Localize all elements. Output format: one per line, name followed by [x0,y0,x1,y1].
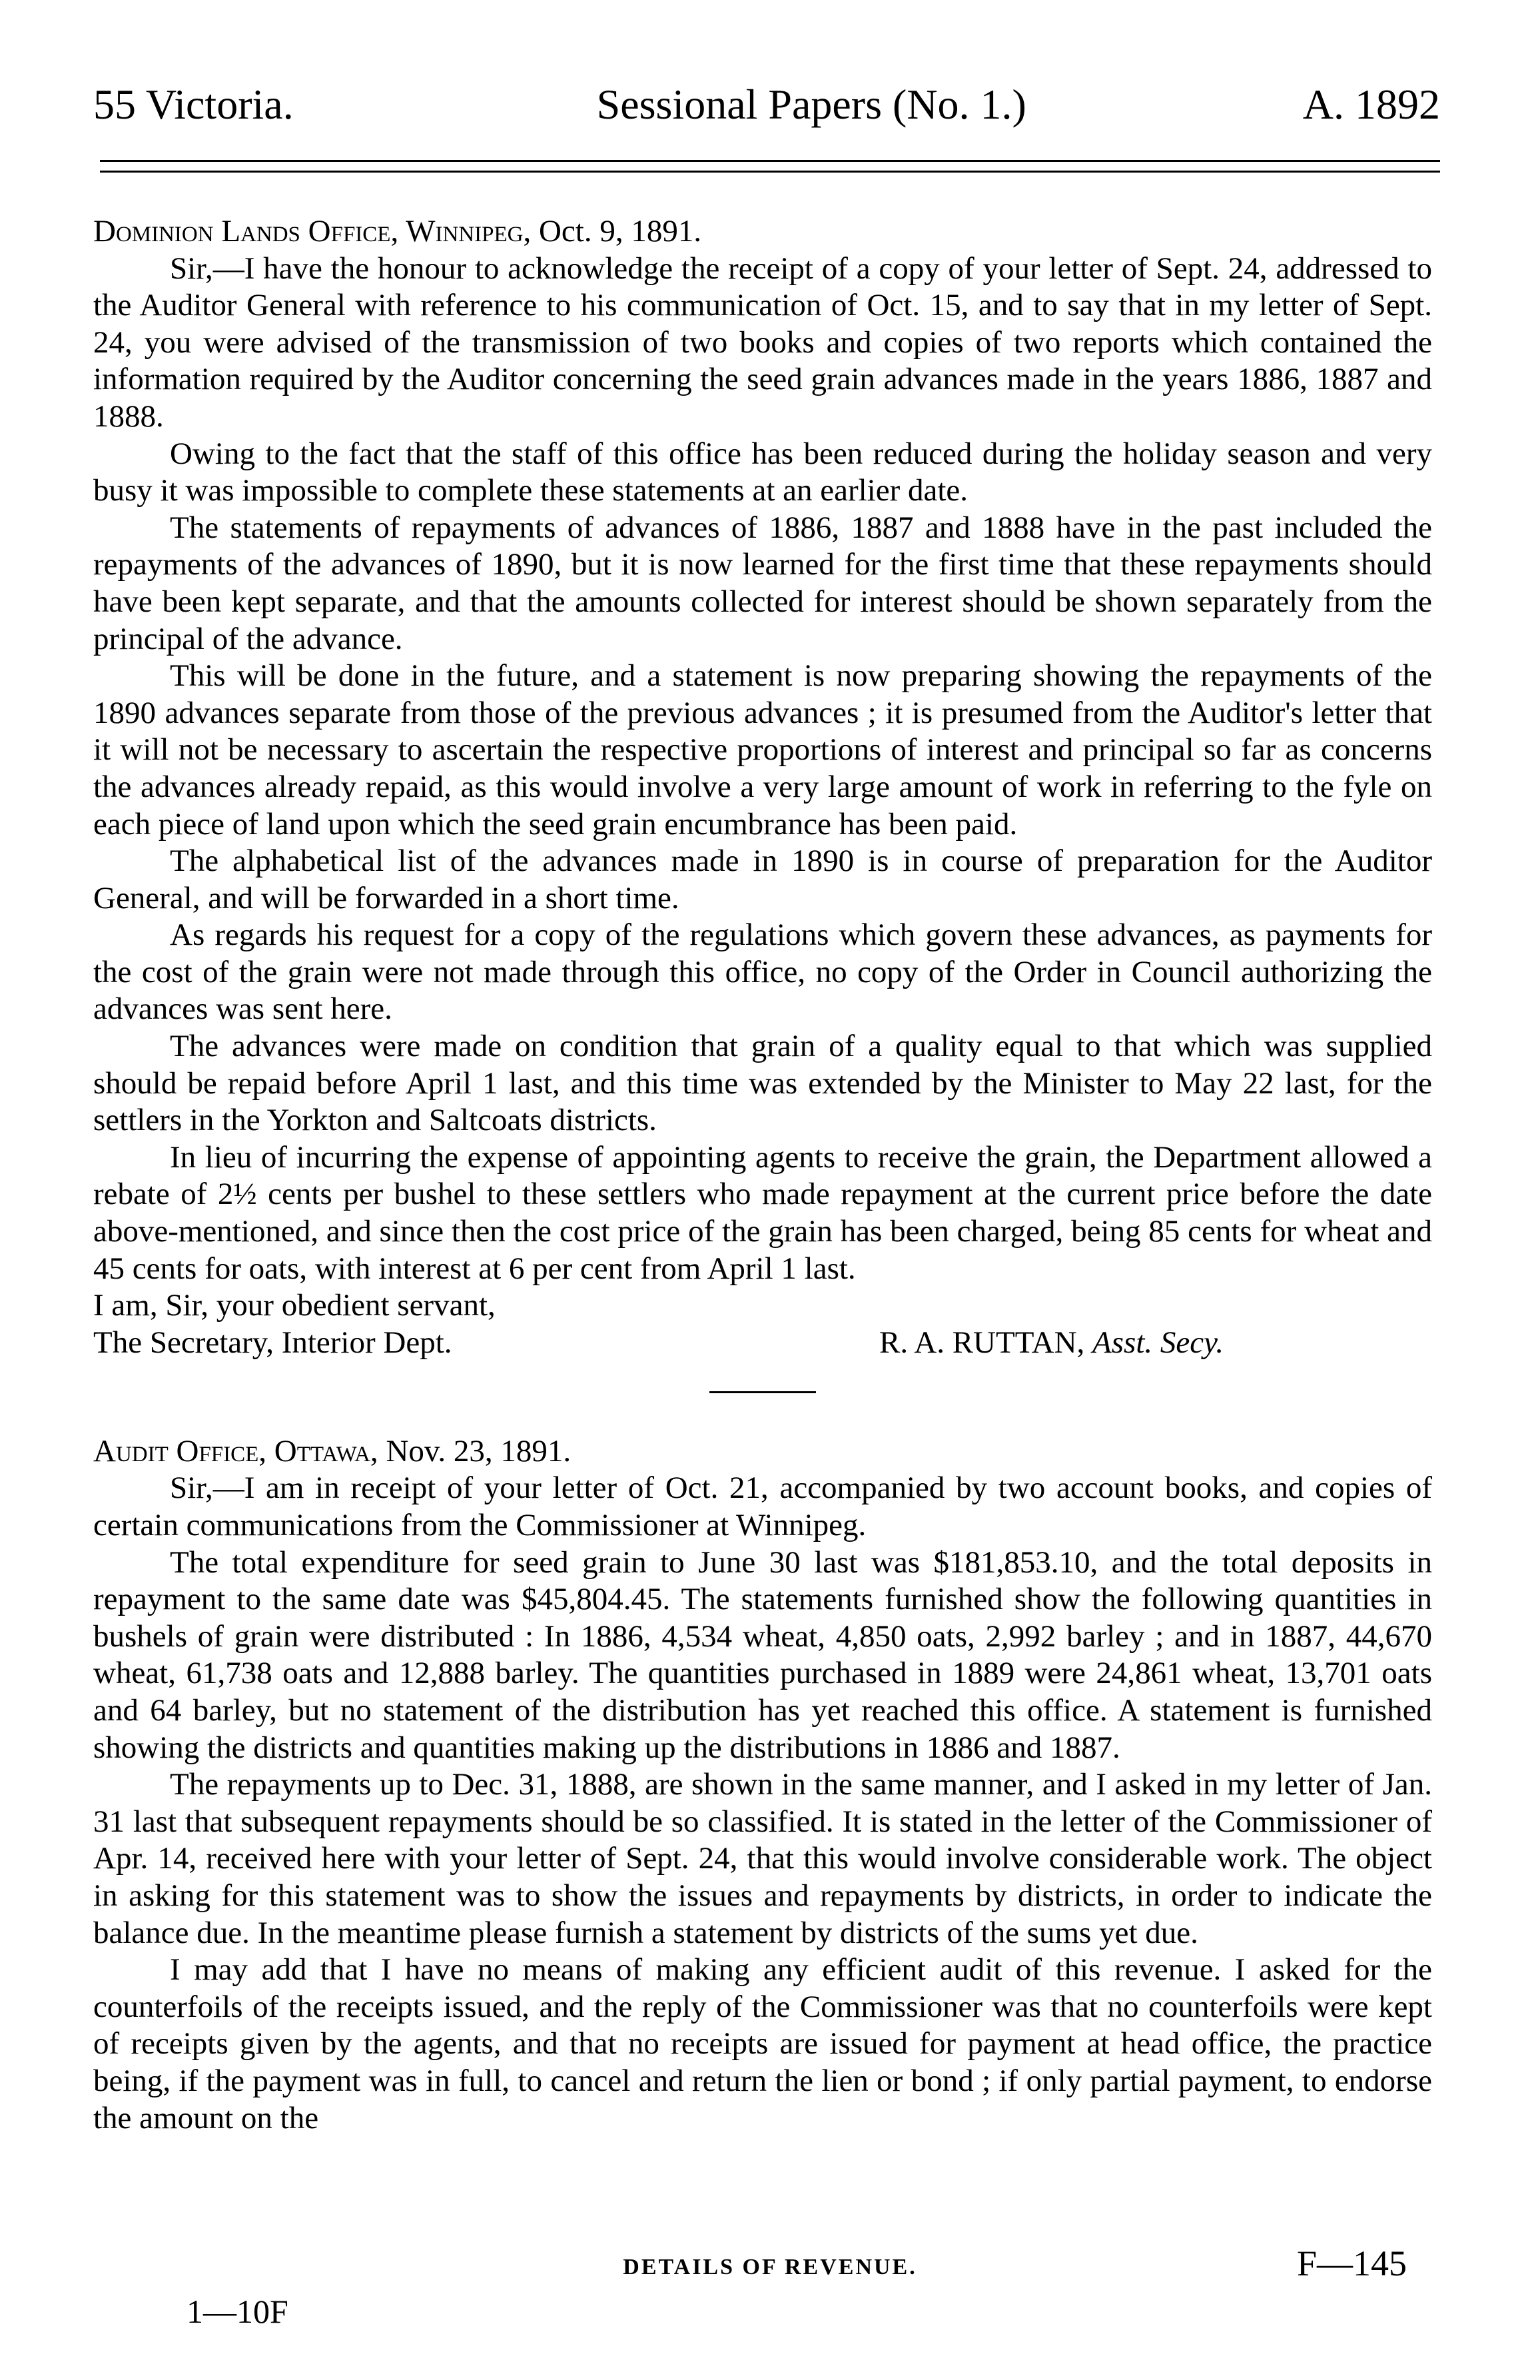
letter-separator-rule [709,1391,816,1393]
header-volume: 55 Victoria. [93,81,294,128]
letter1-dateline [93,213,1432,251]
running-head [93,80,1440,129]
letter2-date: Nov. 23, 1891. [386,1433,572,1469]
letter1-paragraph: The alphabetical list of the advances made in 1890 is in course of preparation for the Auditor General, and will be forwarded in a short time. [93,844,1432,915]
letter1-paragraph: As regards his request for a copy of the regulations which govern these advances, as payments for the cost of the grain were not made through this office, no copy of the Order in Council authorizing the advances was sent here. [93,917,1432,1027]
letter1-addressee: The Secretary, Interior Dept. [93,1325,452,1360]
letter1-signature-row [93,1325,1432,1365]
letter1-signer-name: R. A. RUTTAN, [879,1325,1085,1360]
letter1-paragraph: Sir,—I have the honour to acknowledge the receipt of a copy of your letter of Sept. 24, addressed to the Auditor General with reference to his communication of Oct. 15, and to say that in my letter of Sept. 24, you were advised of the transmission of two books and copies of two reports which contained the information required by the Auditor concerning the seed grain advances made in the years 1886, 1887 and 1888. [93,251,1432,434]
letter1-date: Oct. 9, 1891. [538,214,702,249]
footer-page-number: F—145 [1296,2243,1407,2283]
letter1-paragraph: The advances were made on condition that grain of a quality equal to that which was supplied should be repaid before April 1 last, and this time was extended by the Minister to May 22 last, for the settlers in the Yorkton and Saltcoats districts. [93,1029,1432,1138]
letter1-paragraph: The statements of repayments of advances of 1886, 1887 and 1888 have in the past included the repayments of the advances of 1890, but it is now learned for the first time that these repayments should have been kept separate, and that the amounts collected for interest should be shown separately from the principal of the advance. [93,510,1432,656]
header-title: Sessional Papers (No. 1.) [596,81,1026,128]
header-rule-bottom [100,171,1440,173]
letter1-signer [879,1325,1224,1362]
header-year: A. 1892 [1302,81,1440,128]
letter1-paragraph: In lieu of incurring the expense of appointing agents to receive the grain, the Department allowed a rebate of 2½ cents per bushel to these settlers who made repayment at the current price before the date above-mentioned, and since then the cost price of the grain has been charged, being 85 cents for wheat and 45 cents for oats, with interest at 6 per cent from April 1 last. [93,1139,1432,1286]
letter2-paragraph: The total expenditure for seed grain to June 30 last was $181,853.10, and the total deposits in repayment to the same date was $45,804.45. The statements furnished show the following quantities in bushels of grain were distributed : In 1886, 4,534 wheat, 4,850 oats, 2,992 barley ; and in 1887, 44,670 wheat, 61,738 oats and 12,888 barley. The quantities purchased in 1889 were 24,861 wheat, 13,701 oats and 64 barley, but no statement of the distribution has yet reached this office. A statement is furnished showing the districts and quantities making up the distributions in 1886 and 1887. [93,1544,1432,1765]
header-rule-top [100,160,1440,162]
letter2-paragraph: The repayments up to Dec. 31, 1888, are shown in the same manner, and I asked in my letter of Jan. 31 last that subsequent repayments should be so classified. It is stated in the letter of the Commissioner of Apr. 14, received here with your letter of Sept. 24, that this would involve considerable work. The object in asking for this statement was to show the issues and repayments by districts, in order to indicate the balance due. In the meantime please furnish a statement by districts of the sums yet due. [93,1767,1432,1950]
letter1-office: Dominion Lands Office, Winnipeg, [93,214,532,249]
letter1-paragraph: Owing to the fact that the staff of this office has been reduced during the holiday season and very busy it was impossible to complete these statements at an earlier date. [93,436,1432,508]
letter-winnipeg [93,213,1432,2137]
letter1-closing: I am, Sir, your obedient servant, [93,1288,496,1323]
letter2-paragraph: I may add that I have no means of making any efficient audit of this revenue. I asked for the counterfoils of the receipts issued, and the reply of the Commissioner was that no counterfoils were kept of receipts given by the agents, and that no receipts are issued for payment at head office, the practice being, if the payment was in full, to cancel and return the lien or bond ; if only partial payment, to endorse the amount on the [93,1952,1432,2135]
letter2-paragraph: Sir,—I am in receipt of your letter of Oct. 21, accompanied by two account books, and copies of certain communications from the Commissioner at Winnipeg. [93,1471,1432,1542]
letter2-office: Audit Office, Ottawa, [93,1433,378,1469]
letter1-paragraph: This will be done in the future, and a statement is now preparing showing the repayments of the 1890 advances separate from those of the previous advances ; it is presumed from the Auditor's letter that it will not be necessary to ascertain the respective proportions of interest and principal so far as concerns the advances already repaid, as this would involve a very large amount of work in referring to the fyle on each piece of land upon which the seed grain encumbrance has been paid. [93,658,1432,842]
footer-signature-mark: 1—10F [187,2293,288,2330]
footer-caption: DETAILS OF REVENUE. [623,2255,917,2279]
letter1-signer-title: Asst. Secy. [1092,1325,1224,1360]
letter2-dateline [93,1433,1432,1471]
